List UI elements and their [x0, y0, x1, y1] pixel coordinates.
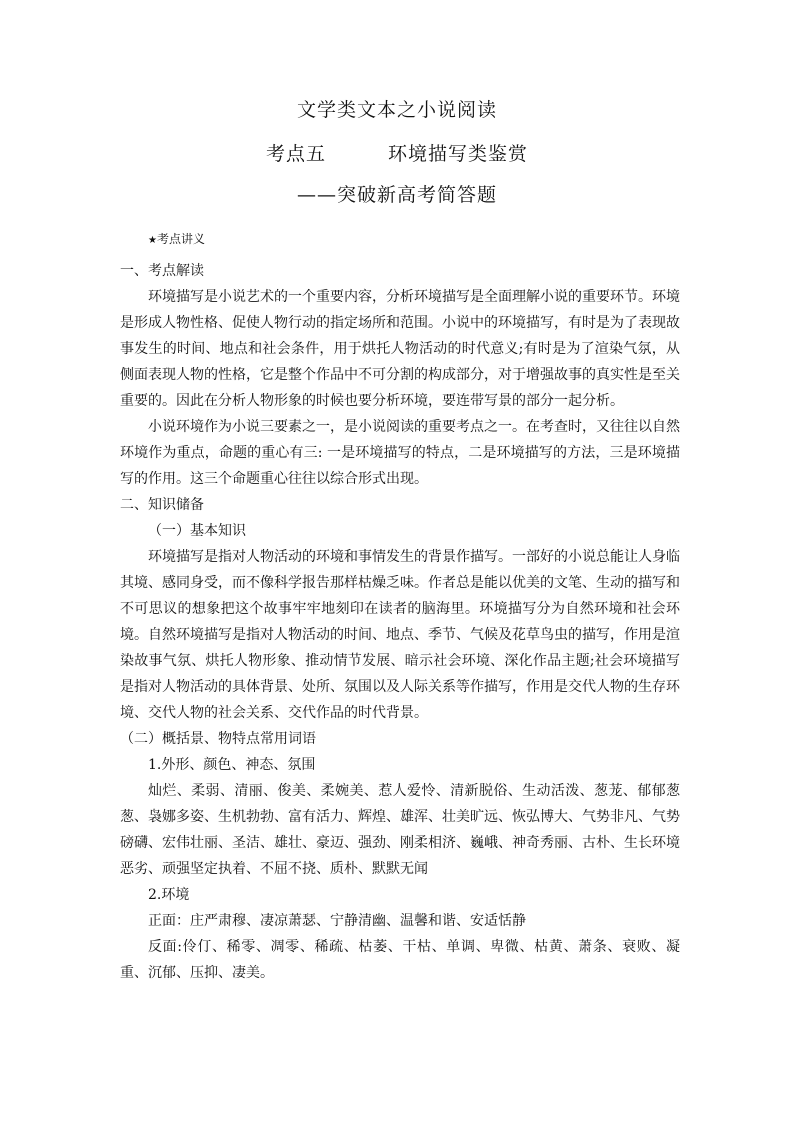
subsection-1-heading: （一）基本知识 — [148, 523, 246, 539]
item-1-heading: 1.外形、颜色、神态、氛围 — [148, 757, 316, 773]
item-2-heading: 2.环境 — [148, 887, 190, 903]
lecture-label-text: 考点讲义 — [156, 232, 205, 246]
section-1-paragraph-2: 小说环境作为小说三要素之一，是小说阅读的重要考点之一。在考查时，又往往以自然环境作为重点，命题的重心有三: 一是环境描写的特点，二是环境描写的方法，三是环境描写的作用。这三个命题重心往往以综合形式出现。 — [120, 419, 680, 487]
subtitle-topic-number: 考点五 — [265, 143, 326, 165]
section-1-heading: 一、考点解读 — [120, 263, 204, 279]
subsection-2-heading: （二）概括景、物特点常用词语 — [120, 731, 316, 747]
item-2-positive: 正面：庄严肃穆、凄凉萧瑟、宁静清幽、温馨和谐、安适恬静 — [148, 913, 526, 929]
item-1-words: 灿烂、柔弱、清丽、俊美、柔婉美、惹人爱怜、清新脱俗、生动活泼、葱茏、郁郁葱葱、袅娜多姿、生机勃勃、富有活力、辉煌、雄浑、壮美旷远、恢弘博大、气势非凡、气势磅礴、宏伟壮丽、圣洁、雄壮、豪迈、强劲、刚柔相济、巍峨、神奇秀丽、古朴、生长环境恶劣、顽强坚定执着、不屈不挠、质朴、默默无闻 — [120, 783, 680, 877]
section-2-heading: 二、知识储备 — [120, 497, 204, 513]
subsection-1-paragraph: 环境描写是指对人物活动的环境和事情发生的背景作描写。一部好的小说总能让人身临其境、感同身受，而不像科学报告那样枯燥乏味。作者总是能以优美的文笔、生动的描写和不可思议的想象把这个故事牢牢地刻印在读者的脑海里。环境描写分为自然环境和社会环境。自然环境描写是指对人物活动的时间、地点、季节、气候及花草鸟虫的描写，作用是渲染故事气氛、烘托人物形象、推动情节发展、暗示社会环境、深化作品主题;社会环境描写是指对人物活动的具体背景、处所、氛围以及人际关系等作描写，作用是交代人物的生存环境、交代人物的社会关系、交代作品的时代背景。 — [120, 549, 680, 721]
document-tagline: ——突破新高考简答题 — [296, 184, 497, 206]
star-icon: ★ — [148, 235, 157, 246]
document-title: 文学类文本之小说阅读 — [296, 99, 497, 121]
document-body — [120, 226, 680, 986]
item-2-negative: 反面:伶仃、稀零、凋零、稀疏、枯萎、干枯、单调、卑微、枯黄、萧条、衰败、凝重、沉郁、压抑、凄美。 — [120, 939, 680, 981]
lecture-label — [120, 226, 680, 254]
document-subtitle — [0, 142, 794, 166]
subtitle-topic-name: 环境描写类鉴赏 — [388, 143, 529, 165]
section-1-paragraph-1: 环境描写是小说艺术的一个重要内容，分析环境描写是全面理解小说的重要环节。环境是形成人物性格、促使人物行动的指定场所和范围。小说中的环境描写，有时是为了表现故事发生的时间、地点和社会条件，用于烘托人物活动的时代意义;有时是为了渲染气氛，从侧面表现人物的性格，它是整个作品中不可分割的构成部分，对于增强故事的真实性是至关重要的。因此在分析人物形象的时候也要分析环境，要连带写景的部分一起分析。 — [120, 289, 680, 409]
